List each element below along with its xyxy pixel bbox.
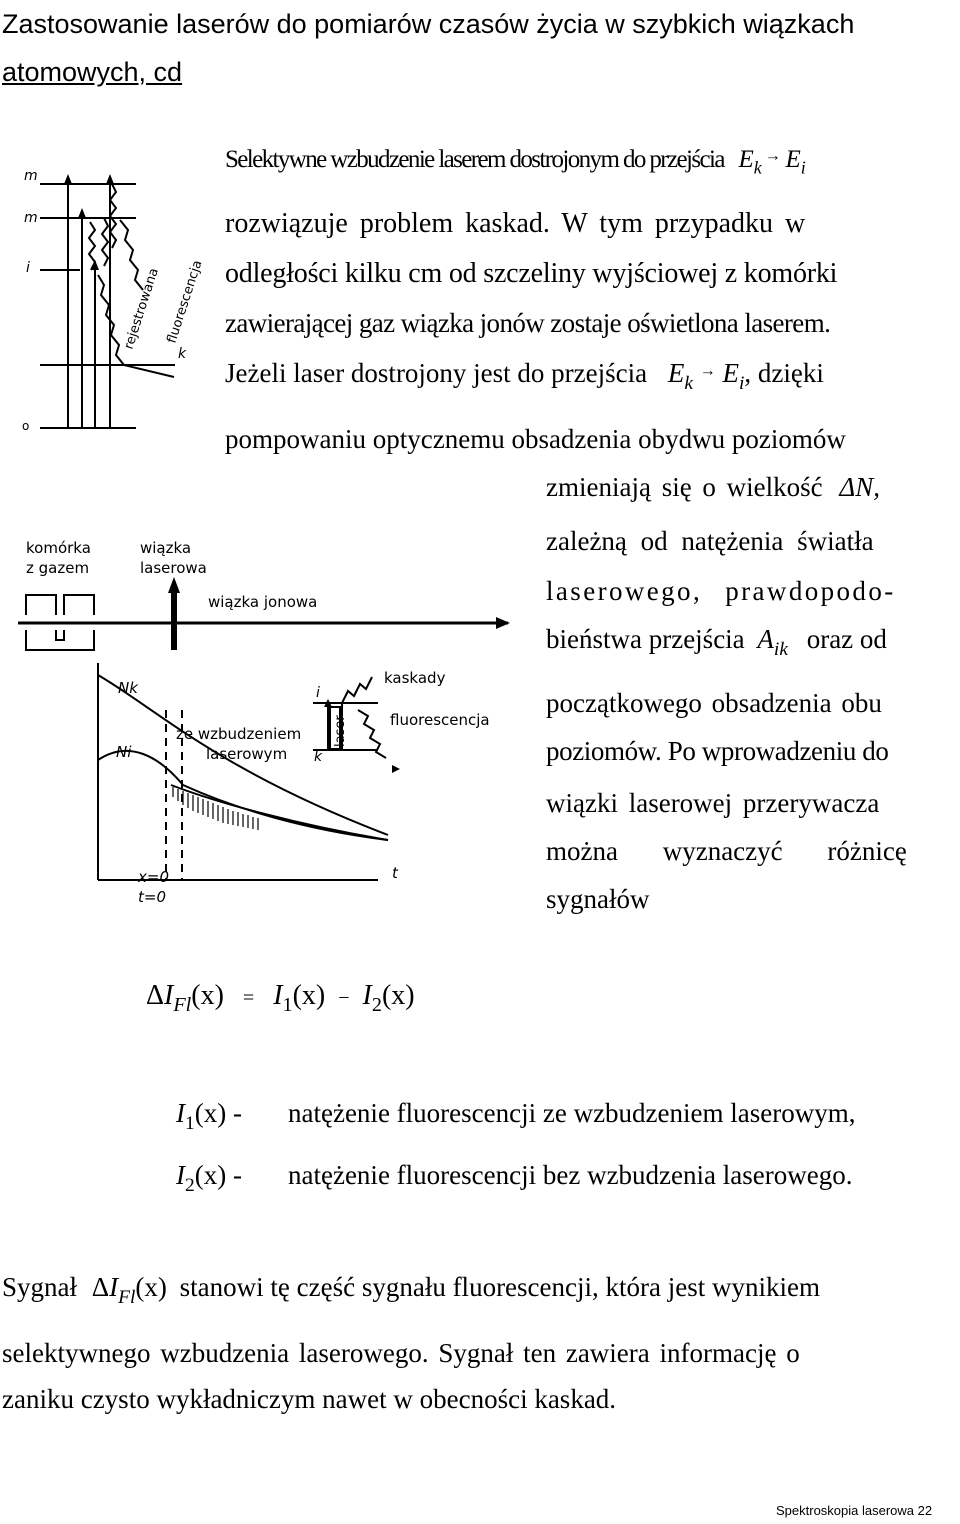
label-kaskady: kaskady: [384, 669, 446, 687]
label-rejestrowana: rejestrowana: [121, 266, 162, 352]
level-i-label: i: [26, 260, 30, 276]
level-m2-label: m: [24, 210, 38, 226]
page-footer: Spektroskopia laserowa 22: [776, 1503, 933, 1518]
label-z-gazem: z gazem: [26, 559, 90, 577]
text-line-7: zmieniają się o wielkość ΔN,: [546, 472, 881, 502]
level-m1-label: m: [24, 168, 38, 184]
main-equation: $\Delta I_{Fl}(x) = I_1(x) - I_2(x)$: [146, 980, 415, 1017]
level-o-label: o: [22, 419, 30, 433]
definition-row-1: $I_1(x)$ - natężenie fluorescencji ze wzbudzeniem laserowym,: [176, 1098, 856, 1134]
label-wiazka-jonowa: wiązka jonowa: [208, 593, 318, 611]
energy-level-diagram: [20, 160, 220, 440]
label-t0: t=0: [138, 888, 166, 906]
bottom-line-2: selektywnego wzbudzenia laserowego. Sygnał ten zawiera informację o: [2, 1338, 800, 1368]
label-ni: Ni: [116, 743, 132, 761]
text-line-11: początkowego obsadzenia obu: [546, 688, 882, 718]
beam-decay-diagram: [18, 535, 528, 915]
label-laser: laser: [333, 715, 348, 747]
label-laserowa: laserowa: [140, 559, 207, 577]
text-line-8: zależną od natężenia światła: [546, 526, 874, 556]
label-fluorescencja-2: fluorescencja: [390, 711, 490, 729]
text-line-14: można wyznaczyć różnicę: [546, 836, 907, 866]
text-line-15: sygnałów: [546, 884, 650, 914]
label-wiazka: wiązka: [140, 539, 192, 557]
text-line-1: Selektywne wzbudzenie laserem dostrojonym do przejścia $E_k$ → $E_i$: [225, 146, 805, 178]
label-x0: x=0: [138, 868, 169, 886]
label-t-axis: t: [392, 864, 398, 882]
level-k-label: k: [178, 346, 187, 362]
title-line-2: atomowych, cd: [2, 57, 183, 87]
text-line-6: pompowaniu optycznemu obsadzenia obydwu poziomów: [225, 424, 846, 454]
label-ze-wzbudzeniem: ze wzbudzeniem: [176, 725, 302, 743]
title-line-1: Zastosowanie laserów do pomiarów czasów życia w szybkich wiązkach: [2, 9, 855, 39]
text-line-2: rozwiązuje problem kaskad. W tym przypadku w: [225, 208, 806, 239]
label-level-k: k: [314, 749, 323, 765]
label-komorka: komórka: [26, 539, 91, 557]
bottom-line-1: Sygnał $\Delta I_{Fl}(x)$ stanowi tę część sygnału fluorescencji, która jest wynikiem: [2, 1272, 820, 1308]
text-line-10: bieństwa przejścia $A_{ik}$ oraz od: [546, 624, 887, 660]
label-laserowym: laserowym: [206, 745, 288, 763]
page-title: [2, 0, 957, 96]
text-line-9: laserowego, prawdopodo-: [546, 576, 896, 606]
text-line-12: poziomów. Po wprowadzeniu do: [546, 736, 889, 766]
definition-row-2: $I_2(x)$ - natężenie fluorescencji bez wzbudzenia laserowego.: [176, 1160, 853, 1196]
label-nk: Nk: [118, 679, 138, 697]
text-line-13: wiązki laserowej przerywacza: [546, 788, 880, 818]
bottom-line-3: zaniku czysto wykładniczym nawet w obecności kaskad.: [2, 1384, 617, 1414]
text-line-3: odległości kilku cm od szczeliny wyjściowej z komórki: [225, 258, 838, 289]
text-line-5: Jeżeli laser dostrojony jest do przejścia $E_k$ → $E_i$, dzięki: [225, 358, 824, 394]
label-level-i: i: [316, 685, 320, 701]
label-fluorescencja: fluorescencja: [164, 258, 206, 346]
text-line-4: zawierającej gaz wiązka jonów zostaje oświetlona laserem.: [225, 308, 831, 338]
